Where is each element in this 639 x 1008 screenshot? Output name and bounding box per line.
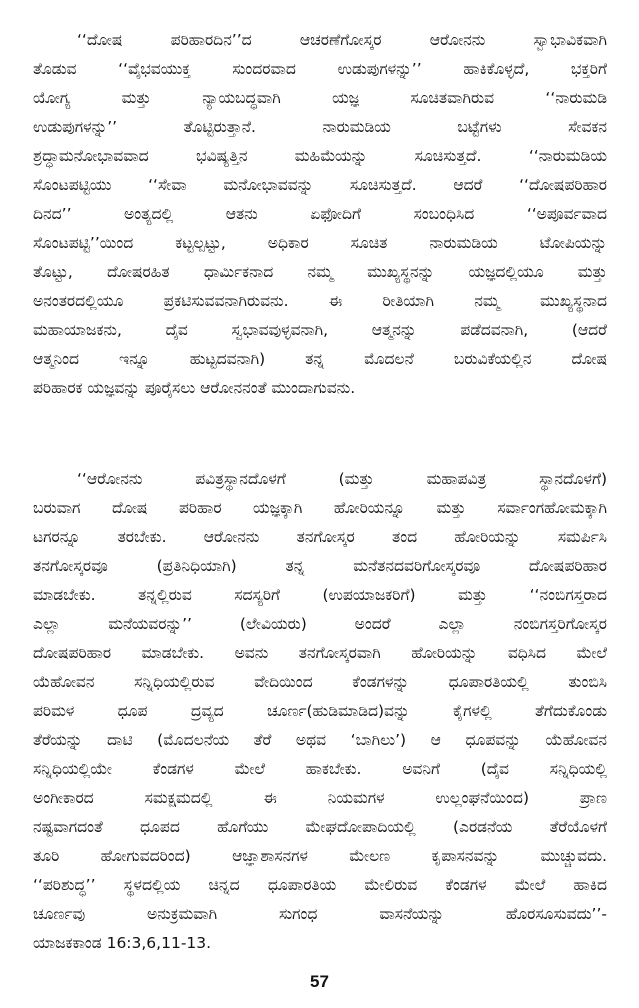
text-line: ತೆರೆಯನ್ನು ದಾಟಿ (ಮೊದಲನೆಯ ತೆರೆ ಅಥವ ‘ಬಾಗಿಲು’) ಆ ಧೂಪವನ್ನು ಯೆಹೋವನ bbox=[33, 731, 607, 749]
text-line: ಉಡುಪುಗಳನ್ನು’’ ತೊಟ್ಟಿರುತ್ತಾನೆ. ನಾರುಮಡಿಯ ಬಟ್ಟೆಗಳು ಸೇವಕನ bbox=[33, 118, 607, 136]
text-line: ಪರಿಹಾರಕ ಯಜ್ಞವನ್ನು ಪೂರೈಸಲು ಆರೋನನಂತೆ ಮುಂದಾಗುವನು. bbox=[33, 379, 356, 397]
text-line: ಆತ್ಮನಿಂದ ಇನ್ನೂ ಹುಟ್ಟದವನಾಗಿ) ತನ್ನ ಮೊದಲನೆ ಬರುವಿಕೆಯಲ್ಲಿನ ದೋಷ bbox=[33, 350, 607, 368]
text-line: ತನಗೋಸ್ಕರವೂ (ಪ್ರತಿನಿಧಿಯಾಗಿ) ತನ್ನ ಮನೆತನದವರಿಗೋಸ್ಕರವೂ ದೋಷಪರಿಹಾರ bbox=[33, 557, 607, 575]
text-line: ಸೊಂಟಪಟ್ಟಿಯು ‘‘ಸೇವಾ ಮನೋಭಾವವನ್ನು ಸೂಚಿಸುತ್ತದೆ. ಆದರೆ ‘‘ದೋಷಪರಿಹಾರ bbox=[33, 176, 607, 194]
text-line: ದಿನದ’’ ಅಂತ್ಯದಲ್ಲಿ ಆತನು ಏಫೋದಿಗೆ ಸಂಬಂಧಿಸಿದ ‘‘ಅಪೂರ್ವವಾದ bbox=[33, 205, 607, 223]
text-line: ಮಹಾಯಾಜಕನು, ದೈವ ಸ್ವಭಾವವುಳ್ಳವನಾಗಿ, ಆತ್ಮನನ್ನು ಪಡೆದವನಾಗಿ, (ಆದರೆ bbox=[33, 321, 607, 339]
document-page bbox=[33, 26, 607, 958]
text-line: ಶ್ರದ್ಧಾಮನೋಭಾವವಾದ ಭವಿಷ್ಯತ್ತಿನ ಮಹಿಮೆಯನ್ನು ಸೂಚಿಸುತ್ತದೆ. ‘‘ನಾರುಮಡಿಯ bbox=[33, 147, 607, 165]
text-line: ಪರಿಮಳ ಧೂಪ ದ್ರವ್ಯದ ಚೂರ್ಣ(ಹುಡಿಮಾಡಿದ)ವನ್ನು ಕೈಗಳಲ್ಲಿ ತೆಗೆದುಕೊಂಡು bbox=[33, 702, 607, 720]
text-line: ‘‘ಆರೋನನು ಪವಿತ್ರಸ್ಥಾನದೊಳಗೆ (ಮತ್ತು ಮಹಾಪವಿತ್ರ ಸ್ಥಾನದೊಳಗೆ) bbox=[77, 470, 607, 488]
text-line: ಸೊಂಟಪಟ್ಟಿ’’ಯಿಂದ ಕಟ್ಟಲ್ಪಟ್ಟು, ಅಧಿಕಾರ ಸೂಚಿತ ನಾರುಮಡಿಯ ಟೋಪಿಯನ್ನು bbox=[33, 234, 607, 252]
text-line: ಬರುವಾಗ ದೋಷ ಪರಿಹಾರ ಯಜ್ಞಕ್ಕಾಗಿ ಹೋರಿಯನ್ನೂ ಮತ್ತು ಸರ್ವಾಂಗಹೋಮಕ್ಕಾಗಿ bbox=[33, 499, 607, 517]
text-line: ಸನ್ನಿಧಿಯಲ್ಲಿಯೇ ಕೆಂಡಗಳ ಮೇಲೆ ಹಾಕಬೇಕು. ಅವನಿಗೆ (ದೈವ ಸನ್ನಿಧಿಯಲ್ಲಿ bbox=[33, 760, 607, 778]
text-line: ಮಾಡಬೇಕು. ತನ್ನಲ್ಲಿರುವ ಸದಸ್ಯರಿಗೆ (ಉಪಯಾಜಕರಿಗೆ) ಮತ್ತು ‘‘ನಂಬಿಗಸ್ತರಾದ bbox=[33, 586, 607, 604]
text-line: ಅಂಗೀಕಾರದ ಸಮಕ್ಷಮದಲ್ಲಿ ಈ ನಿಯಮಗಳ ಉಲ್ಲಂಘನೆಯಿಂದ) ಪ್ರಾಣ bbox=[33, 789, 607, 807]
text-line: ನಷ್ಟವಾಗದಂತೆ ಧೂಪದ ಹೊಗೆಯು ಮೇಘದೋಪಾದಿಯಲ್ಲಿ (ಎರಡನೆಯ ತೆರೆಯೊಳಗೆ bbox=[33, 818, 607, 836]
paragraph-2 bbox=[33, 465, 607, 958]
text-line: ಅನಂತರದಲ್ಲಿಯೂ ಪ್ರಕಟಿಸುವವನಾಗಿರುವನು. ಈ ರೀತಿಯಾಗಿ ನಮ್ಮ ಮುಖ್ಯಸ್ಥನಾದ bbox=[33, 292, 607, 310]
paragraph-1 bbox=[33, 26, 607, 403]
text-line: ತೊಟ್ಟು, ದೋಷರಹಿತ ಧಾರ್ಮಿಕನಾದ ನಮ್ಮ ಮುಖ್ಯಸ್ಥನನ್ನು ಯಜ್ಞದಲ್ಲಿಯೂ ಮತ್ತು bbox=[33, 263, 607, 281]
text-line: ‘‘ಪರಿಶುದ್ಧ’’ ಸ್ಥಳದಲ್ಲಿಯ ಚಿನ್ನದ ಧೂಪಾರತಿಯ ಮೇಲಿರುವ ಕೆಂಡಗಳ ಮೇಲೆ ಹಾಕಿದ bbox=[33, 876, 607, 894]
text-line: ‘‘ದೋಷ ಪರಿಹಾರದಿನ’’ದ ಆಚರಣೆಗೋಸ್ಕರ ಆರೋನನು ಸ್ವಾಭಾವಿಕವಾಗಿ bbox=[77, 31, 607, 49]
text-line: ಎಲ್ಲಾ ಮನೆಯವರನ್ನು’’ (ಲೇವಿಯರು) ಅಂದರೆ ಎಲ್ಲಾ ನಂಬಿಗಸ್ತರಿಗೋಸ್ಕರ bbox=[33, 615, 607, 633]
text-line: ಚೂರ್ಣವು ಅನುಕ್ರಮವಾಗಿ ಸುಗಂಧ ವಾಸನೆಯನ್ನು ಹೊರಸೂಸುವದು’’- bbox=[33, 905, 607, 923]
text-line: ಯೆಹೋವನ ಸನ್ನಿಧಿಯಲ್ಲಿರುವ ವೇದಿಯಿಂದ ಕೆಂಡಗಳನ್ನು ಧೂಪಾರತಿಯಲ್ಲಿ ತುಂಬಿಸಿ bbox=[33, 673, 607, 691]
page-number: 57 bbox=[310, 972, 329, 991]
text-line: ತೊಡುವ ‘‘ವೈಭವಯುಕ್ತ ಸುಂದರವಾದ ಉಡುಪುಗಳನ್ನು’’ ಹಾಕಿಕೊಳ್ಳದೆ, ಭಕ್ತರಿಗೆ bbox=[33, 60, 607, 78]
text-line: ಯಾಜಕಕಾಂಡ 16:3,6,11-13. bbox=[33, 934, 212, 952]
text-line: ತೂರಿ ಹೋಗುವದರಿಂದ) ಆಜ್ಞಾಶಾಸನಗಳ ಮೇಲಣ ಕೃಪಾಸನವನ್ನು ಮುಚ್ಚುವದು. bbox=[33, 847, 607, 865]
text-line: ಟಗರನ್ನೂ ತರಬೇಕು. ಆರೋನನು ತನಗೋಸ್ಕರ ತಂದ ಹೋರಿಯನ್ನು ಸಮರ್ಪಿಸಿ bbox=[33, 528, 607, 546]
text-line: ಯೋಗ್ಯ ಮತ್ತು ನ್ಯಾಯಬದ್ಧವಾಗಿ ಯಜ್ಞ ಸೂಚಿತವಾಗಿರುವ ‘‘ನಾರುಮಡಿ bbox=[33, 89, 607, 107]
text-line: ದೋಷಪರಿಹಾರ ಮಾಡಬೇಕು. ಅವನು ತನಗೋಸ್ಕರವಾಗಿ ಹೋರಿಯನ್ನು ವಧಿಸಿದ ಮೇಲೆ bbox=[33, 644, 607, 662]
